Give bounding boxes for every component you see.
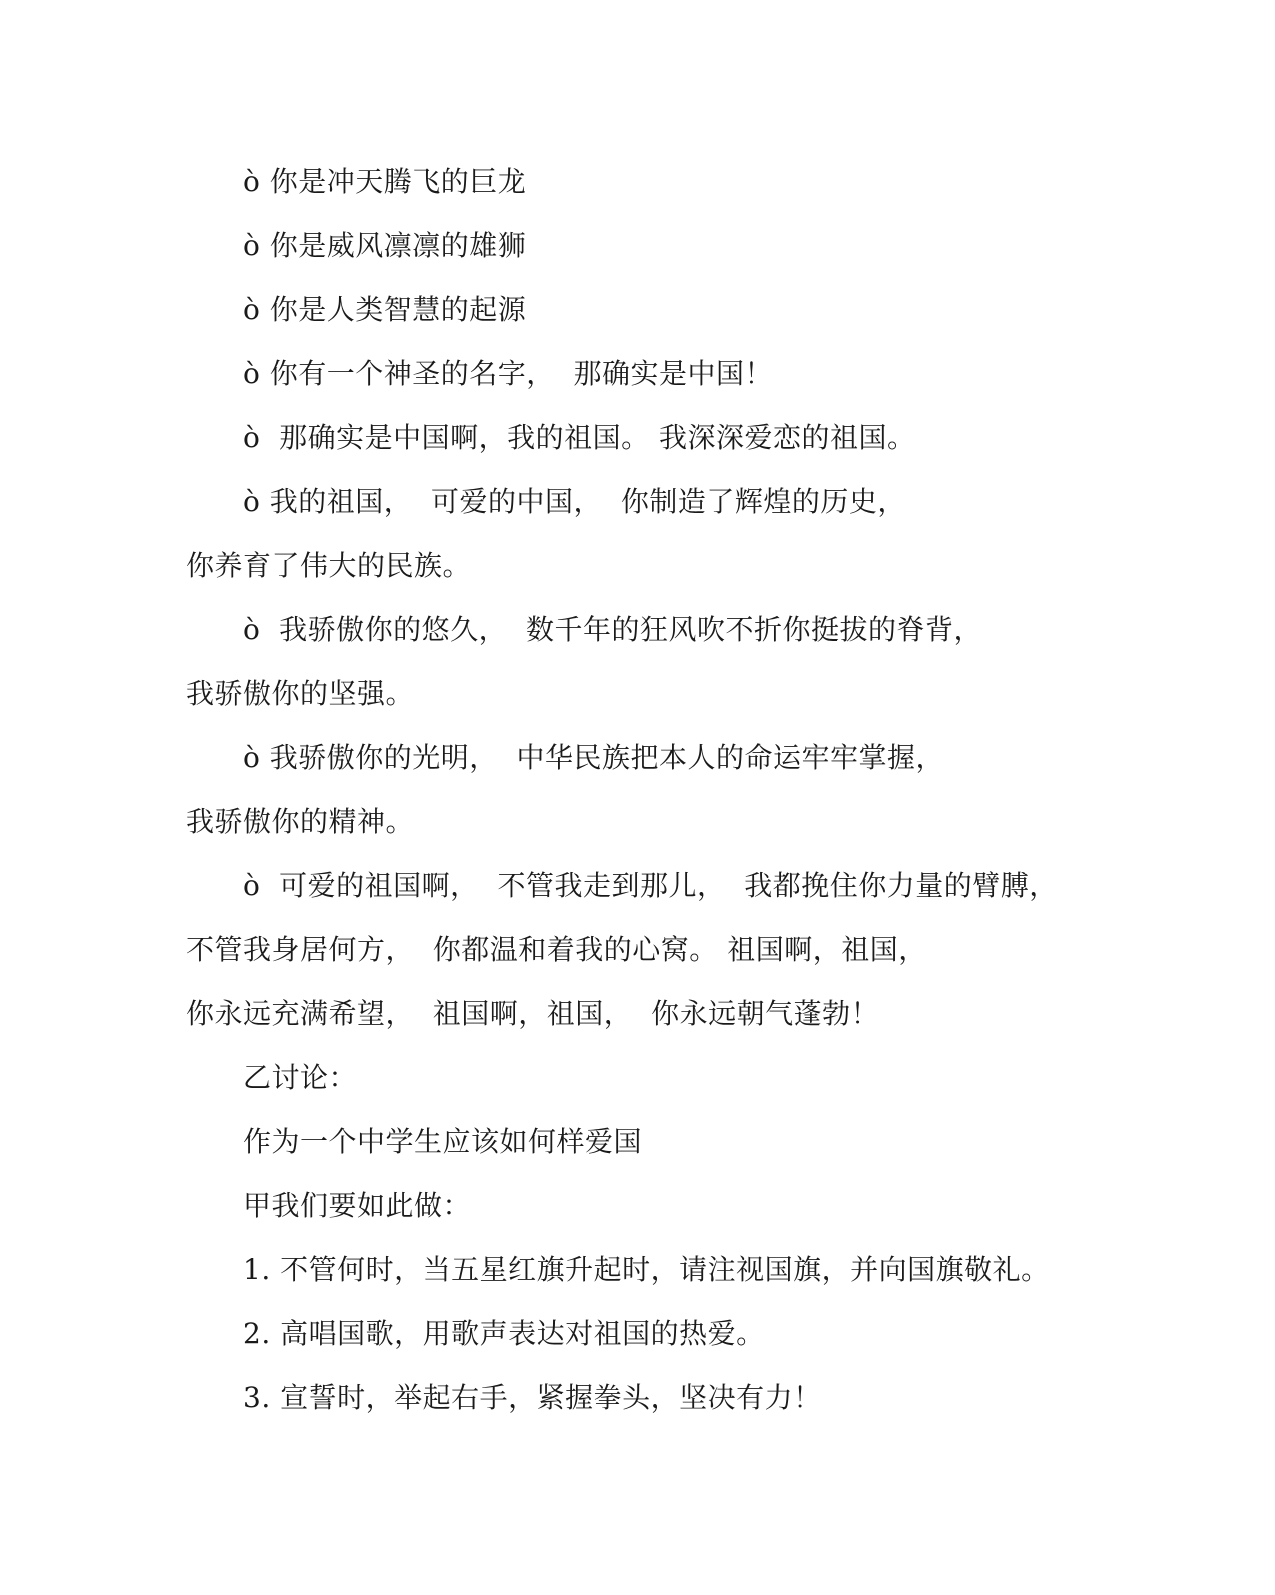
list-item: 2. 高唱国歌，用歌声表达对祖国的热爱。 [243,1317,765,1350]
poem-line: ò 你是冲天腾飞的巨龙 [243,165,527,198]
poem-line: ò 我的祖国， 可爱的中国， 你制造了辉煌的历史， [243,485,906,518]
list-item: 1. 不管何时，当五星红旗升起时，请注视国旗，并向国旗敬礼。 [243,1253,1050,1286]
poem-line-continuation: 我骄傲你的精神。 [186,805,415,838]
poem-line: ò 你有一个神圣的名字， 那确实是中国！ [243,357,774,390]
poem-line-continuation: 你养育了伟大的民族。 [186,549,472,582]
section-heading: 甲我们要如此做： [243,1189,472,1222]
poem-line: ò 你是人类智慧的起源 [243,293,527,326]
poem-line: ò 我骄傲你的光明， 中华民族把本人的命运牢牢掌握， [243,741,945,774]
list-item: 3. 宣誓时，举起右手，紧握拳头，坚决有力！ [243,1381,822,1414]
poem-line-continuation: 我骄傲你的坚强。 [186,677,415,710]
poem-line: ò 你是威风凛凛的雄狮 [243,229,527,262]
poem-line-continuation: 不管我身居何方， 你都温和着我的心窝。 祖国啊，祖国， [186,933,927,966]
poem-line: ò 我骄傲你的悠久， 数千年的狂风吹不折你挺拔的脊背， [243,613,982,646]
poem-line: ò 可爱的祖国啊， 不管我走到那儿， 我都挽住你力量的臂膊， [243,869,1058,902]
discussion-topic: 作为一个中学生应该如何样爱国 [243,1125,643,1158]
poem-line: ò 那确实是中国啊，我的祖国。 我深深爱恋的祖国。 [243,421,916,454]
poem-line-continuation: 你永远充满希望， 祖国啊，祖国， 你永远朝气蓬勃！ [186,997,880,1030]
section-heading: 乙讨论： [243,1061,358,1094]
